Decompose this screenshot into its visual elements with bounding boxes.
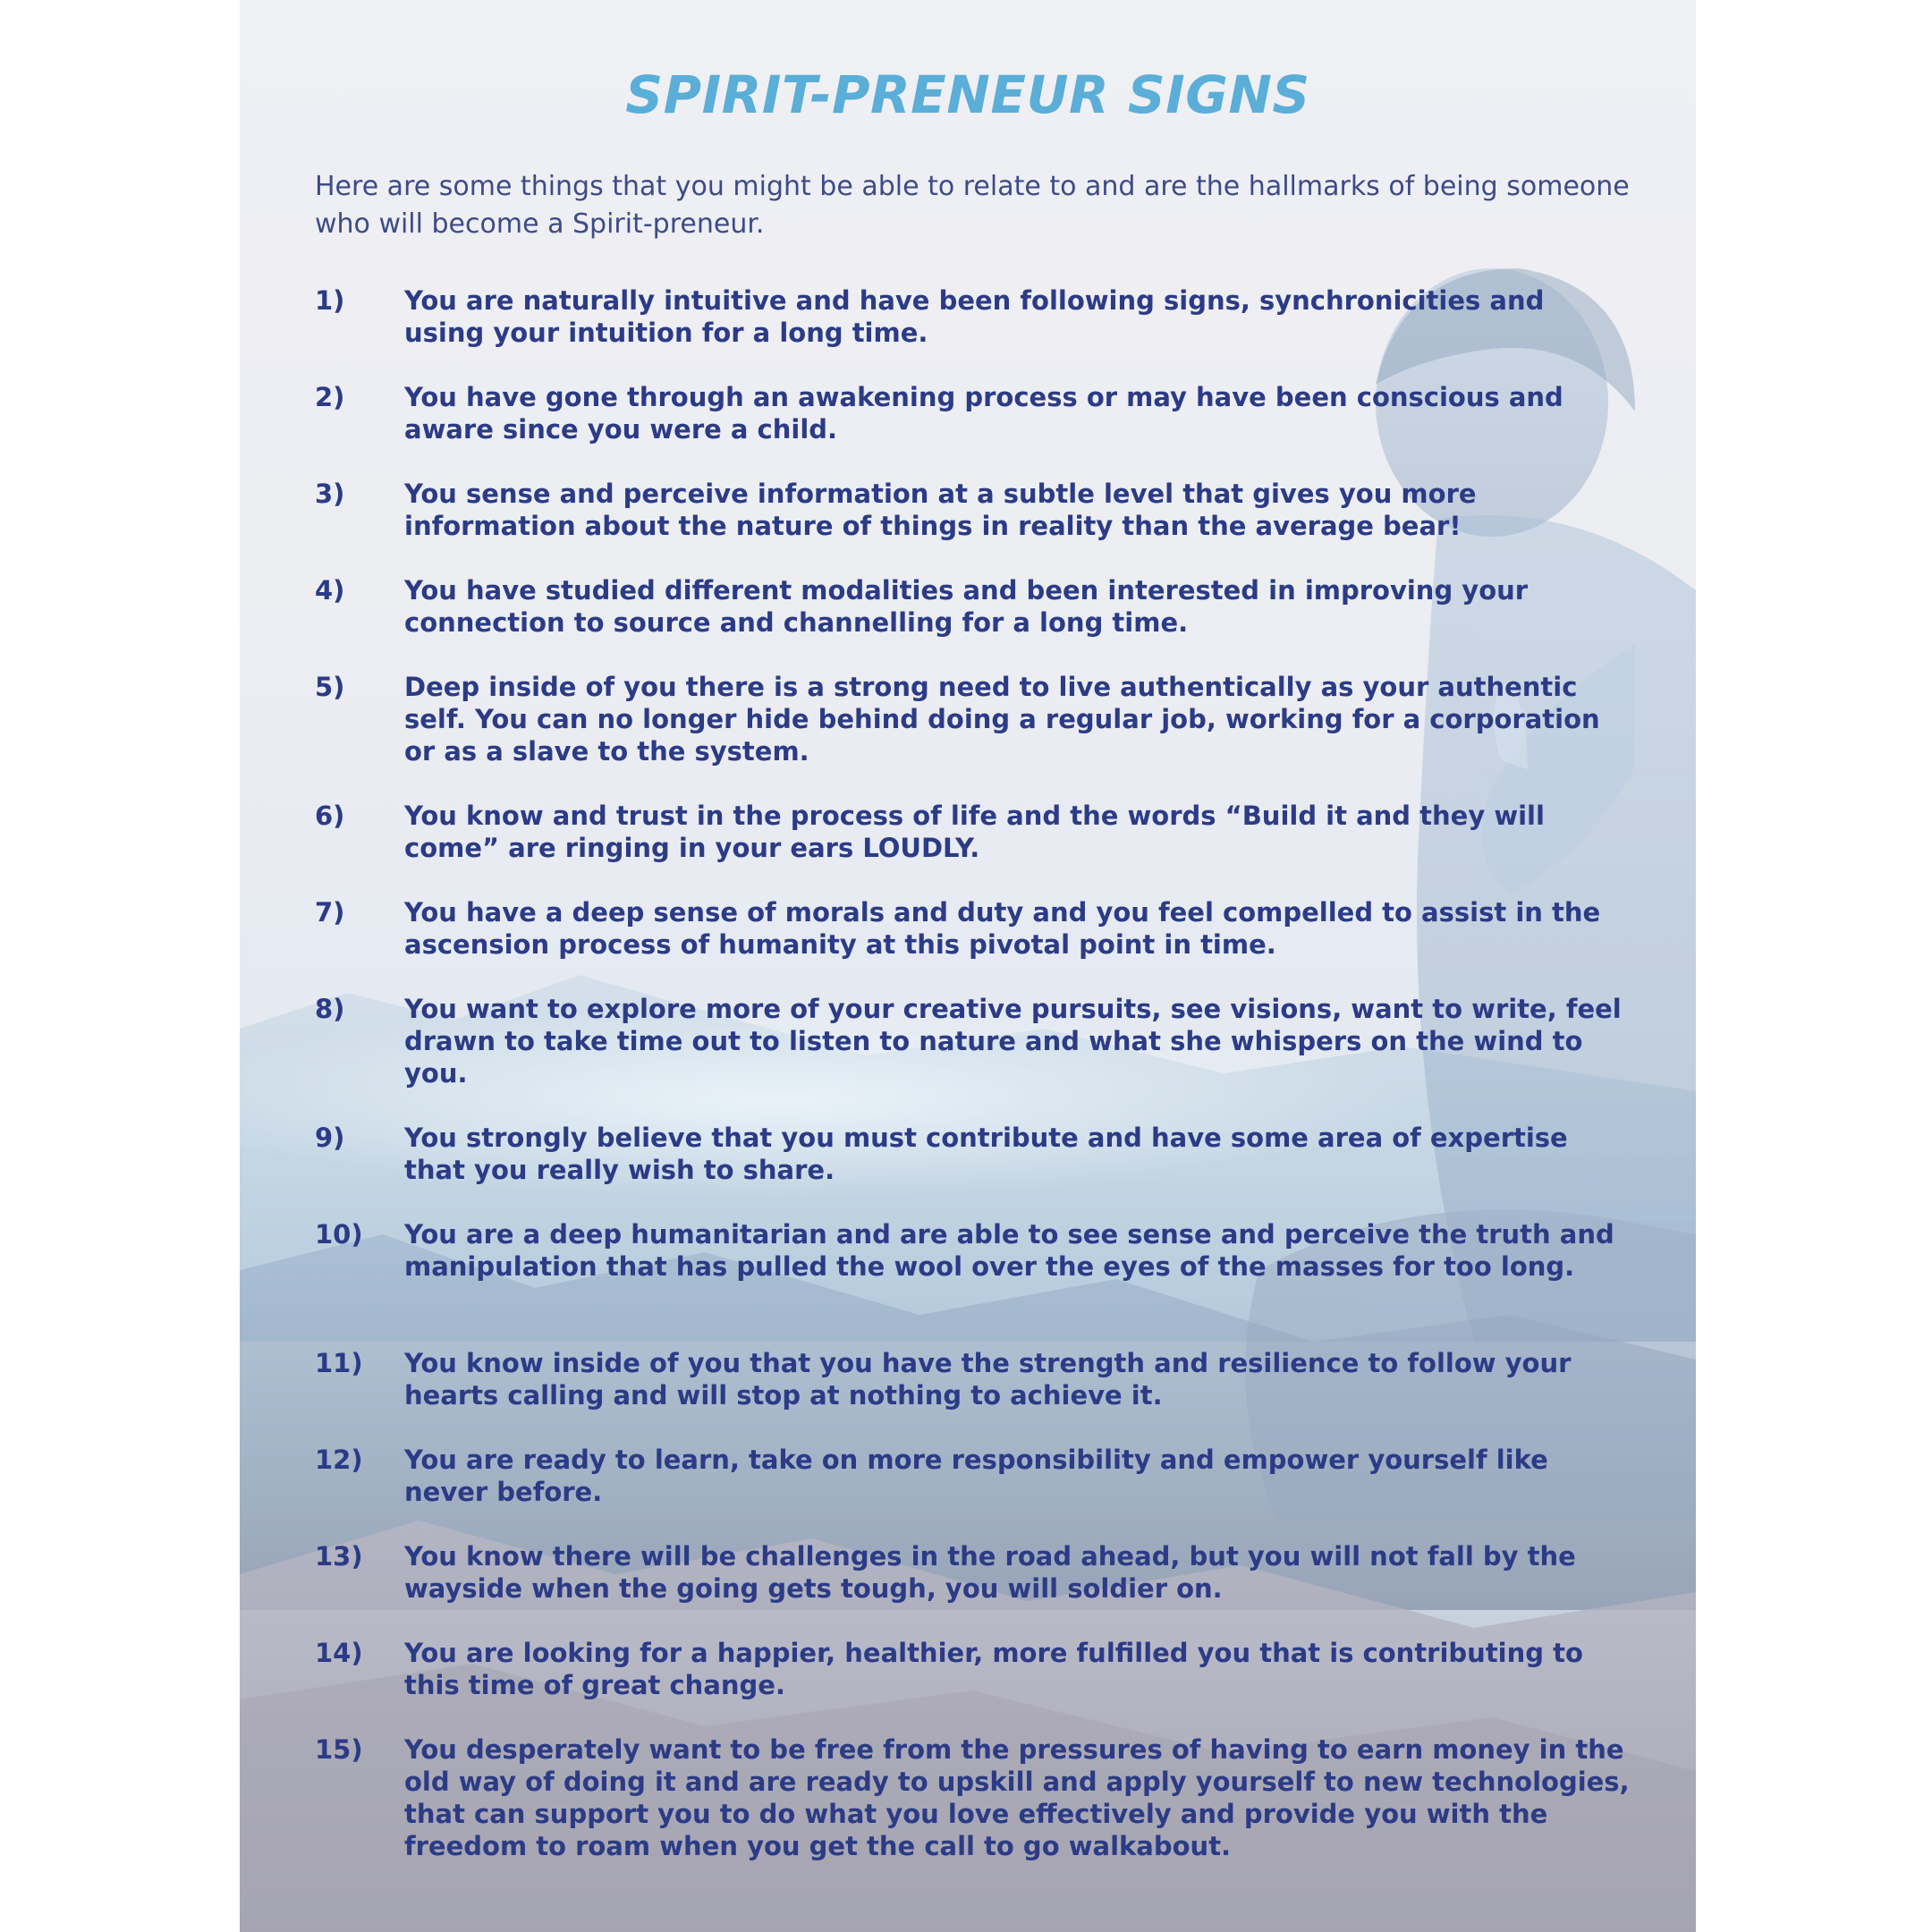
list-item-number: 1) <box>315 285 345 316</box>
list-item-number: 3) <box>315 479 345 509</box>
list-item-number: 15) <box>315 1734 363 1765</box>
list-item-number: 14) <box>315 1638 363 1668</box>
list-item-number: 2) <box>315 382 345 412</box>
list-item-text: You know there will be challenges in the road ahead, but you will not fall by the wayside when the going gets tough, you will soldier on. <box>404 1541 1576 1604</box>
list-item-text: You are looking for a happier, healthier, more fulfilled you that is contributing to this time of great change. <box>404 1638 1583 1700</box>
list-item-text: You have a deep sense of morals and duty and you feel compelled to assist in the ascension process of humanity at this pivotal point in time. <box>404 897 1601 960</box>
list-item-text: You are a deep humanitarian and are able to see sense and perceive the truth and manipulation that has pulled the wool over the eyes of the masses for too long. <box>404 1219 1614 1282</box>
list-item-number: 9) <box>315 1123 345 1153</box>
list-item-number: 12) <box>315 1445 363 1475</box>
list-item-text: You have studied different modalities and been interested in improving your connection to source and channelling for a long time. <box>404 575 1529 638</box>
document-page <box>240 0 1696 1932</box>
list-item-number: 8) <box>315 994 345 1024</box>
list-item-number: 4) <box>315 575 345 606</box>
list-item-text: You want to explore more of your creative pursuits, see visions, want to write, feel drawn to take time out to listen to nature and what she whispers on the wind to you. <box>404 994 1622 1089</box>
list-item-number: 11) <box>315 1348 363 1378</box>
list-item-text: You strongly believe that you must contribute and have some area of expertise that you really wish to share. <box>404 1123 1568 1185</box>
list-item-text: You sense and perceive information at a subtle level that gives you more information about the nature of things in reality than the average bear! <box>404 479 1477 541</box>
page-title: SPIRIT-PRENEUR SIGNS <box>625 64 1310 125</box>
intro-paragraph: Here are some things that you might be able to relate to and are the hallmarks of being someone who will become a Spirit-preneur. <box>315 171 1630 240</box>
list-item-number: 5) <box>315 672 345 702</box>
list-item-number: 6) <box>315 801 345 831</box>
list-item-text: You desperately want to be free from the pressures of having to earn money in the old way of doing it and are ready to upskill and apply yourself to new technologies, that can support you to do what you love effectively and provide you with the freedom to roam when you get the call to go walkabout. <box>404 1734 1630 1861</box>
document-content <box>240 0 1696 1932</box>
list-item-text: You are naturally intuitive and have been following signs, synchronicities and using your intuition for a long time. <box>404 285 1545 348</box>
list-item-number: 7) <box>315 897 345 928</box>
list-item-number: 13) <box>315 1541 363 1572</box>
list-item-text: You know and trust in the process of life and the words “Build it and they will come” are ringing in your ears LOUDLY. <box>404 801 1545 863</box>
list-item-text: You have gone through an awakening process or may have been conscious and aware since you were a child. <box>404 382 1563 445</box>
list-item-text: Deep inside of you there is a strong need to live authentically as your authentic self. You can no longer hide behind doing a regular job, working for a corporation or as a slave to the system. <box>404 672 1600 767</box>
list-item-text: You are ready to learn, take on more responsibility and empower yourself like never before. <box>404 1445 1548 1507</box>
list-item-number: 10) <box>315 1219 363 1250</box>
list-item-text: You know inside of you that you have the strength and resilience to follow your hearts calling and will stop at nothing to achieve it. <box>404 1348 1572 1411</box>
